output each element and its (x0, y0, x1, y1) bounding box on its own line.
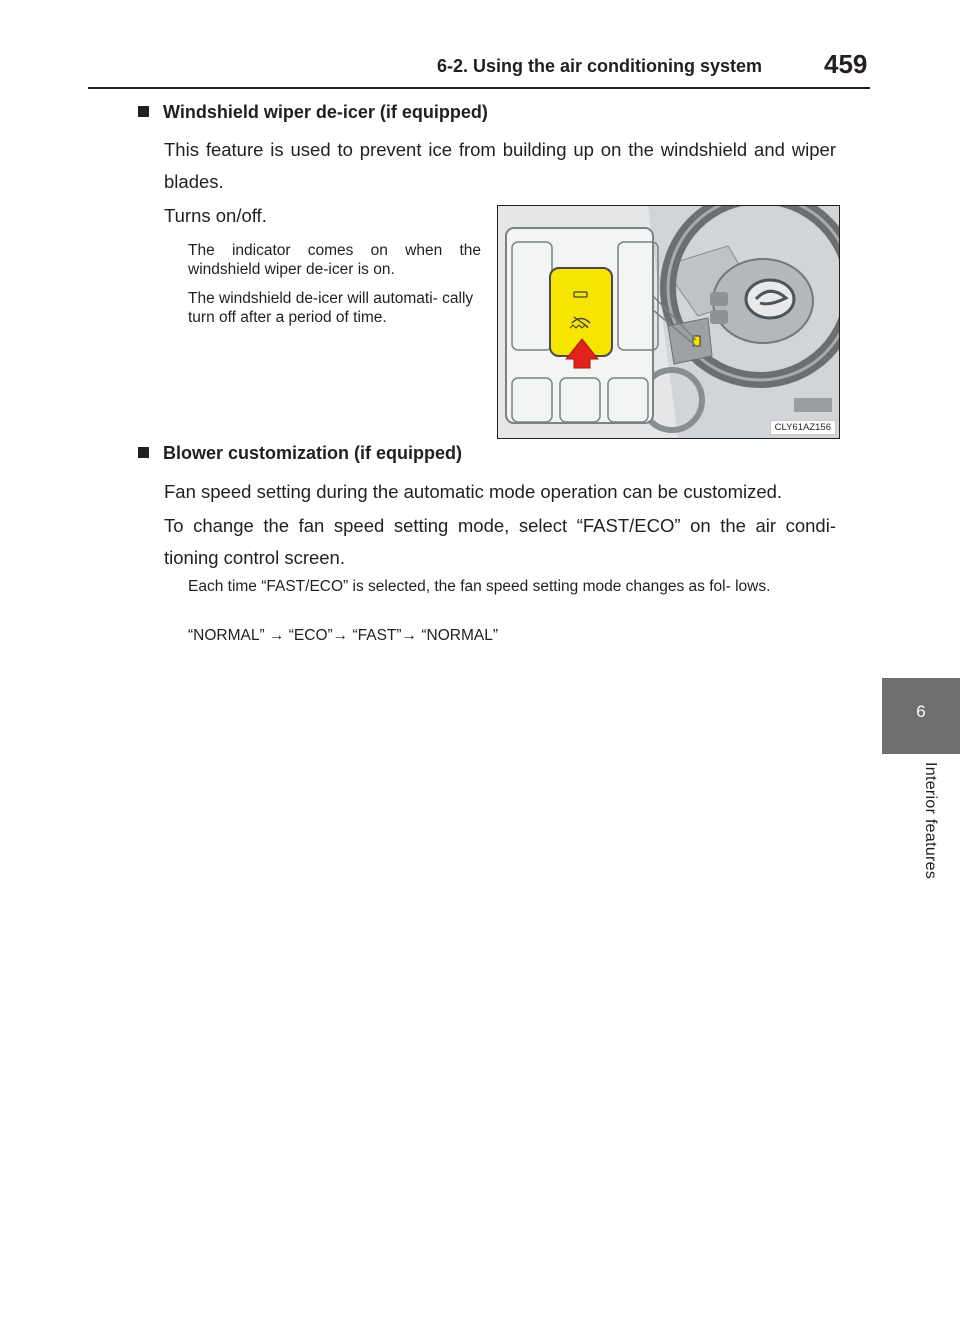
deicer-note-auto-off: The windshield de-icer will automati- cally turn off after a period of time. (188, 290, 474, 326)
deicer-switch-illustration (497, 205, 840, 439)
blower-mode-sequence: “NORMAL” → “ECO”→ “FAST”→ “NORMAL” (188, 627, 498, 644)
header-divider (88, 87, 870, 89)
page-number: 459 (824, 49, 868, 79)
section-title: 6-2. Using the air conditioning system (437, 56, 763, 76)
blower-para-instructions: To change the fan speed setting mode, select “FAST/ECO” on the air condi- tioning control screen. (164, 515, 836, 568)
figure-label: CLY61AZ156 (770, 420, 836, 435)
section-heading-deicer: Windshield wiper de-icer (if equipped) (138, 102, 488, 123)
deicer-intro-text: This feature is used to prevent ice from building up on the windshield and wiper blades. (164, 139, 836, 192)
chapter-number: 6 (916, 702, 926, 721)
chapter-label: Interior features (922, 762, 939, 880)
square-bullet-icon (138, 447, 149, 458)
chapter-tab (882, 678, 960, 754)
deicer-note-indicator: The indicator comes on when the windshield wiper de-icer is on. (188, 242, 481, 278)
deicer-action-text: Turns on/off. (164, 205, 267, 226)
blower-para-customize: Fan speed setting during the automatic mode operation can be customized. (164, 481, 783, 502)
section-heading-blower: Blower customization (if equipped) (138, 443, 462, 464)
square-bullet-icon (138, 106, 149, 117)
dashboard-illustration (498, 206, 839, 438)
blower-note-each-time: Each time “FAST/ECO” is selected, the fan speed setting mode changes as fol- lows. (188, 578, 771, 595)
